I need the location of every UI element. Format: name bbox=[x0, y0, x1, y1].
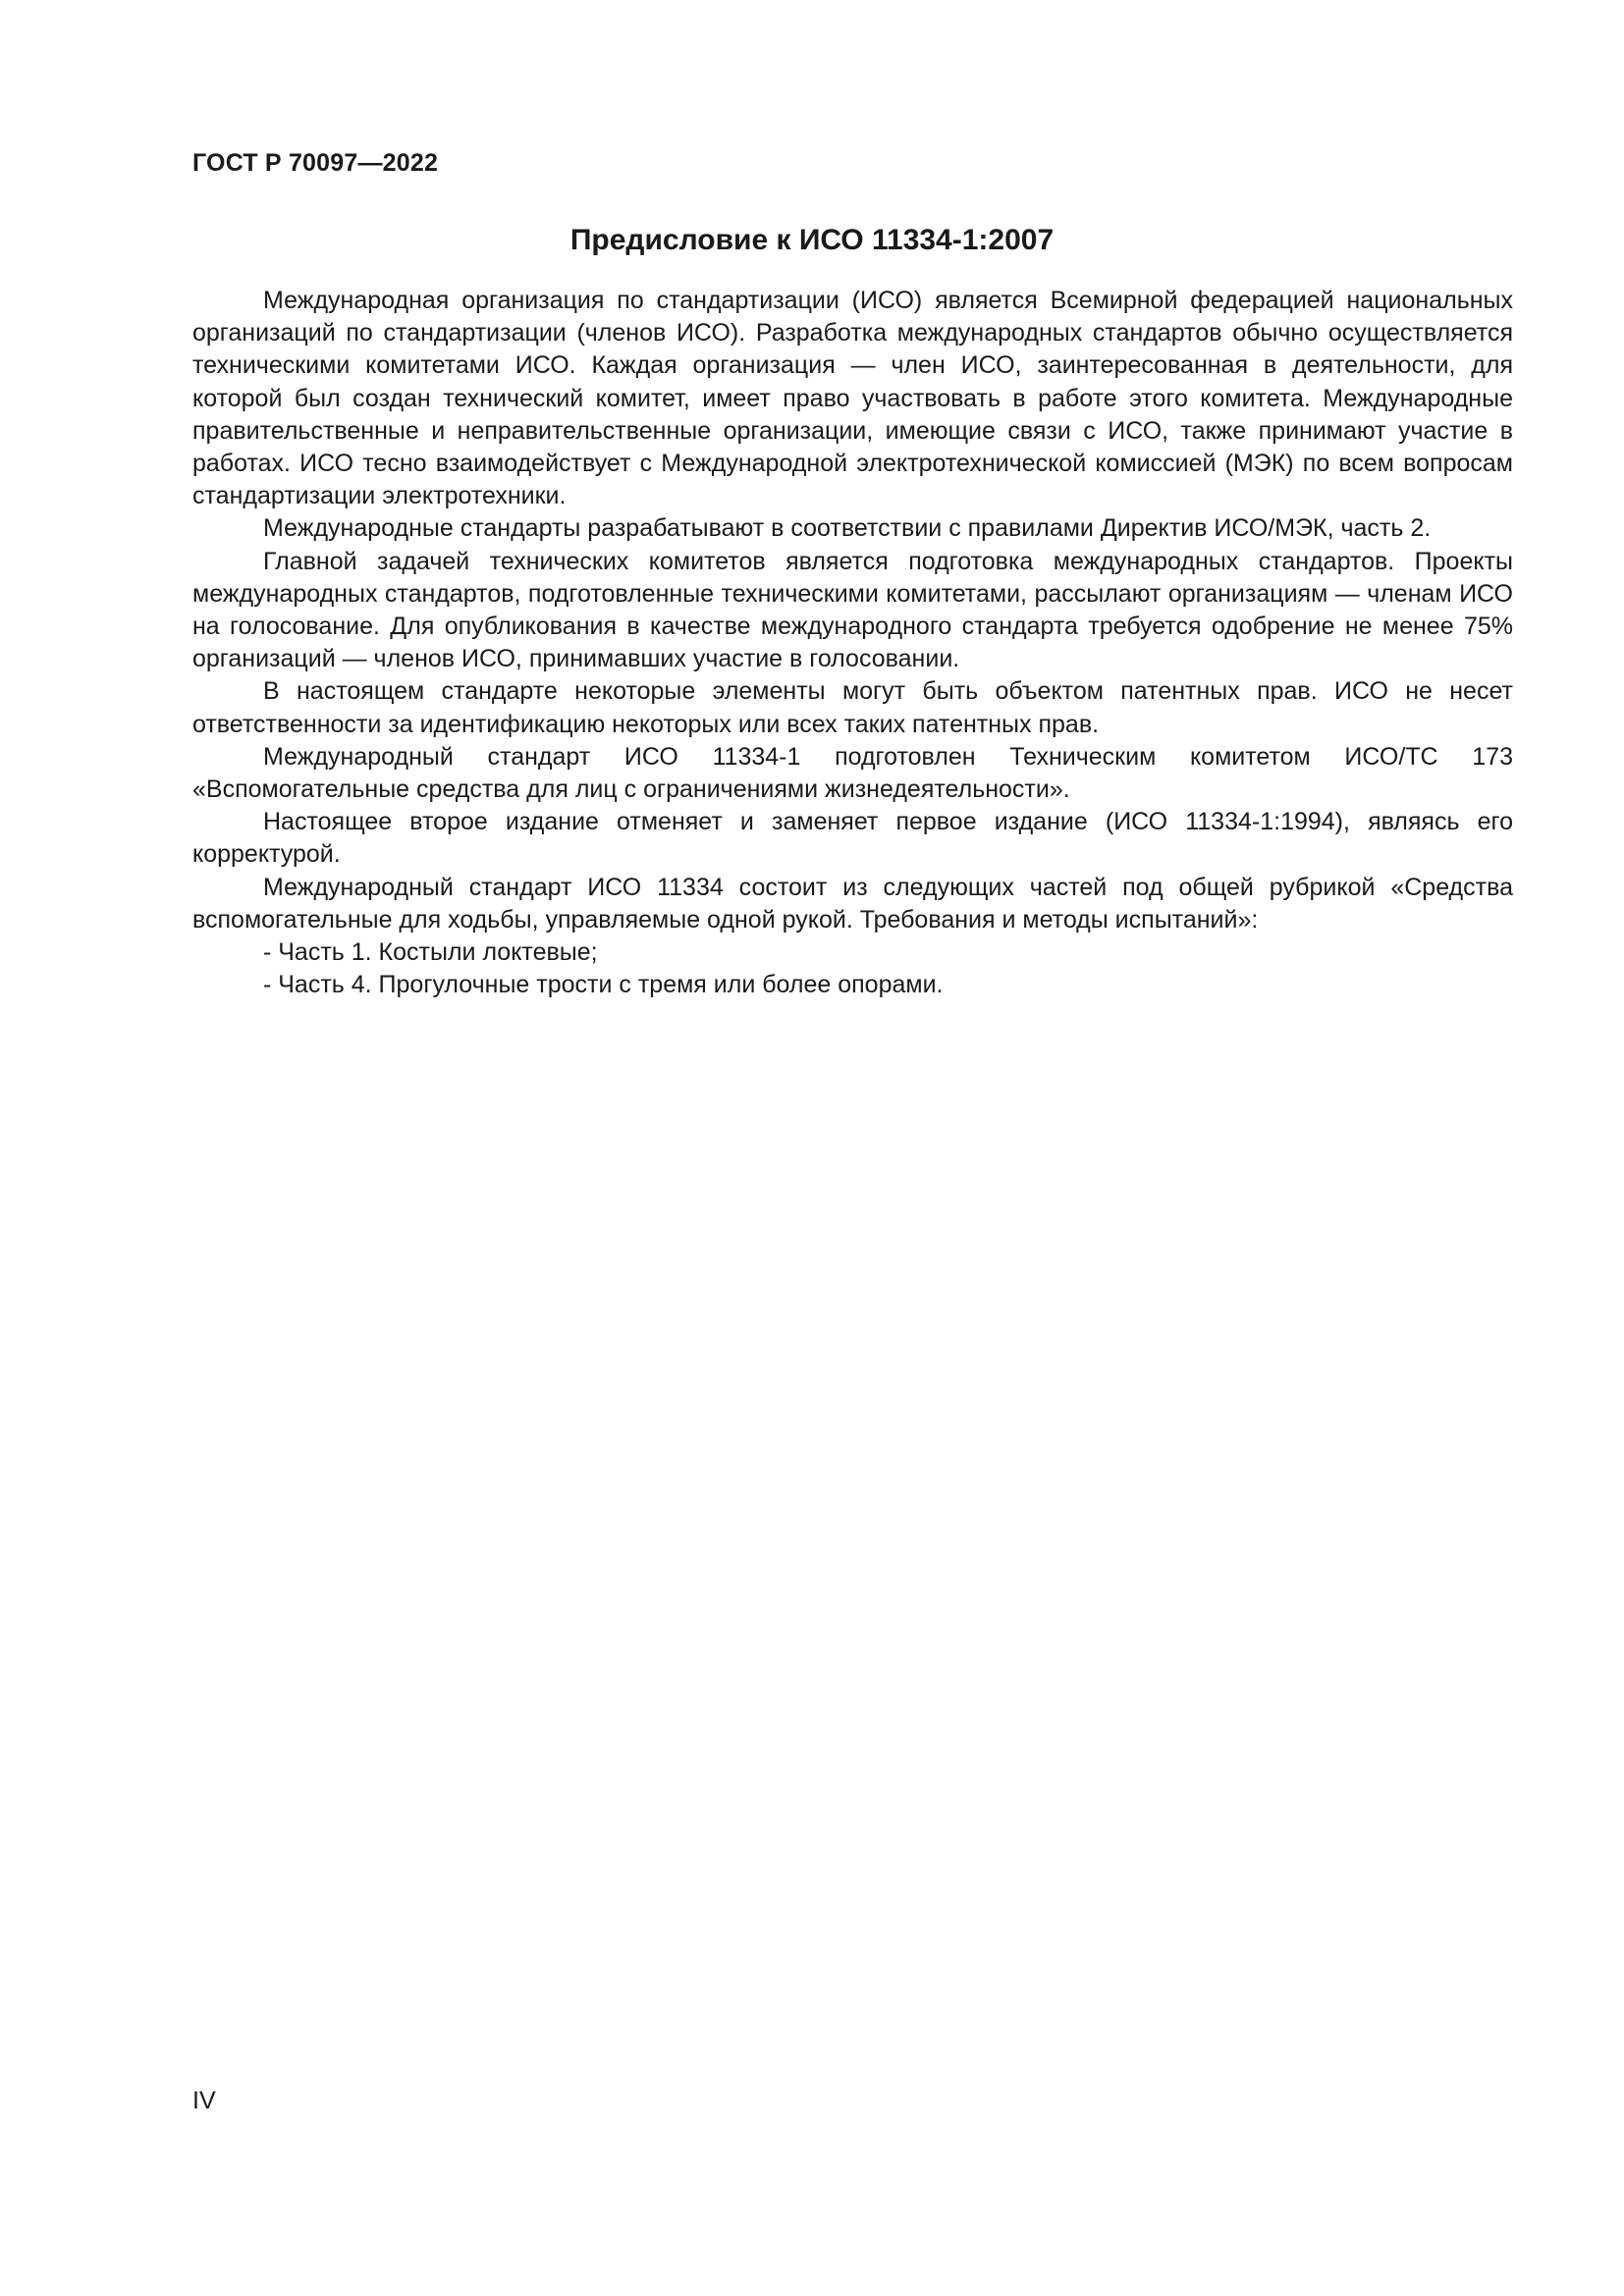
paragraph: Международная организация по стандартизации (ИСО) является Всемирной федерацией национальных организаций по стандартизации (членов ИСО). Разработка международных стандартов обычно осуществляется техническими комитетами ИСО. Каждая организация — член ИСО, заинтересованная в деятельности, для которой был создан технический комитет, имеет право участвовать в работе этого комитета. Международные правительственные и неправительственные организации, имеющие связи с ИСО, также принимают участие в работах. ИСО тесно взаимодействует с Международной электротехнической комиссией (МЭК) по всем вопросам стандартизации электротехники. bbox=[192, 287, 1513, 510]
paragraph: Международный стандарт ИСО 11334-1 подготовлен Техническим комитетом ИСО/ТС 173 «Вспомогательные средства для лиц с ограничениями жизнедеятельности». bbox=[192, 742, 1513, 804]
page-number: IV bbox=[192, 2087, 216, 2114]
list-item: - Часть 1. Костыли локтевые; bbox=[263, 938, 598, 967]
foreword-body bbox=[192, 285, 1513, 1001]
page-title: Предисловие к ИСО 11334-1:2007 bbox=[569, 224, 1055, 256]
paragraph: В настоящем стандарте некоторые элементы могут быть объектом патентных прав. ИСО не несет ответственности за идентификацию некоторых или всех таких патентных прав. bbox=[192, 677, 1513, 738]
list-item: - Часть 4. Прогулочные трости с тремя или более опорами. bbox=[263, 971, 944, 999]
document-code: ГОСТ Р 70097—2022 bbox=[192, 149, 439, 177]
paragraph: Главной задачей технических комитетов является подготовка международных стандартов. Проекты международных стандартов, подготовленные техническими комитетами, рассылают организациям — членам ИСО на голосование. Для опубликования в качестве международного стандарта требуется одобрение не менее 75% организаций — членов ИСО, принимавших участие в голосовании. bbox=[192, 547, 1513, 673]
paragraph: Международный стандарт ИСО 11334 состоит из следующих частей под общей рубрикой «Средства вспомогательные для ходьбы, управляемые одной рукой. Требования и методы испытаний»: bbox=[192, 873, 1513, 934]
paragraph: Настоящее второе издание отменяет и заменяет первое издание (ИСО 11334-1:1994), являясь его корректурой. bbox=[192, 808, 1513, 869]
paragraph: Международные стандарты разрабатывают в соответствии с правилами Директив ИСО/МЭК, часть 2. bbox=[263, 514, 1432, 543]
